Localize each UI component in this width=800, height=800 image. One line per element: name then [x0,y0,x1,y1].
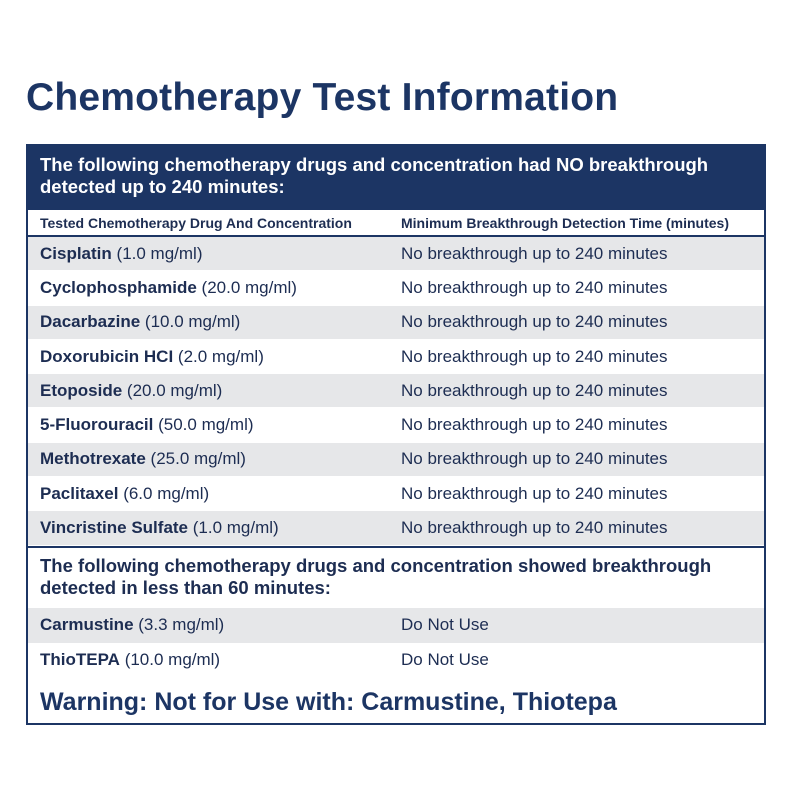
drug-concentration: (3.3 mg/ml) [138,615,225,635]
result-cell: No breakthrough up to 240 minutes [401,243,668,263]
test-info-table [26,144,766,725]
result-cell: No breakthrough up to 240 minutes [401,277,668,297]
result-cell: No breakthrough up to 240 minutes [401,518,668,538]
result-cell: Do Not Use [401,615,489,635]
drug-cell [28,650,389,670]
section2-header: The following chemotherapy drugs and concentration showed breakthrough detected in less than 60 minutes: [28,546,764,608]
col1-header: Tested Chemotherapy Drug And Concentration [40,214,352,231]
drug-name: Methotrexate [40,449,146,469]
drug-concentration: (10.0 mg/ml) [144,312,241,332]
drug-cell [28,518,389,538]
drug-concentration: (1.0 mg/ml) [192,518,279,538]
drug-concentration: (50.0 mg/ml) [158,415,254,435]
warning-text: Warning: Not for Use with: Carmustine, Thiotepa [40,687,617,716]
section1-header: The following chemotherapy drugs and concentration had NO breakthrough detected up to 240 minutes: [28,146,764,210]
drug-name: Etoposide [40,380,123,400]
table-row [28,477,764,511]
drug-concentration: (1.0 mg/ml) [116,243,203,263]
drug-name: 5-Fluorouracil [40,415,154,435]
drug-name: ThioTEPA [40,650,120,670]
table-row [28,374,764,408]
table-row [28,237,764,271]
drug-cell [28,278,389,298]
drug-concentration: (6.0 mg/ml) [123,483,210,503]
table-row [28,443,764,477]
table-row [28,608,764,643]
table-row [28,408,764,442]
result-cell: No breakthrough up to 240 minutes [401,415,668,435]
drug-name: Dacarbazine [40,312,141,332]
drug-cell [28,244,389,264]
table-row [28,340,764,374]
section2-rows [28,608,764,678]
col2-header: Minimum Breakthrough Detection Time (minutes) [401,214,729,231]
drug-cell [28,312,389,332]
drug-name: Cisplatin [40,243,112,263]
result-cell: No breakthrough up to 240 minutes [401,449,668,469]
result-cell: No breakthrough up to 240 minutes [401,346,668,366]
drug-name: Cyclophosphamide [40,277,197,297]
result-cell: No breakthrough up to 240 minutes [401,312,668,332]
drug-name: Paclitaxel [40,483,119,503]
drug-concentration: (25.0 mg/ml) [150,449,246,469]
drug-concentration: (10.0 mg/ml) [124,650,221,670]
section1-rows [28,237,764,546]
drug-name: Carmustine [40,615,134,635]
page-title: Chemotherapy Test Information [26,76,619,119]
drug-concentration: (2.0 mg/ml) [177,346,264,366]
result-cell: No breakthrough up to 240 minutes [401,380,668,400]
drug-concentration: (20.0 mg/ml) [201,277,297,297]
result-cell: Do Not Use [401,650,489,670]
result-cell: No breakthrough up to 240 minutes [401,483,668,503]
table-row [28,511,764,545]
table-row [28,271,764,305]
drug-cell [28,347,389,367]
drug-cell [28,484,389,504]
table-row [28,643,764,678]
column-headers [28,210,764,237]
drug-cell [28,449,389,469]
drug-name: Vincristine Sulfate [40,518,189,538]
drug-cell [28,381,389,401]
drug-name: Doxorubicin HCI [40,346,174,366]
drug-cell [28,615,389,635]
table-row [28,306,764,340]
drug-cell [28,415,389,435]
drug-concentration: (20.0 mg/ml) [126,380,223,400]
